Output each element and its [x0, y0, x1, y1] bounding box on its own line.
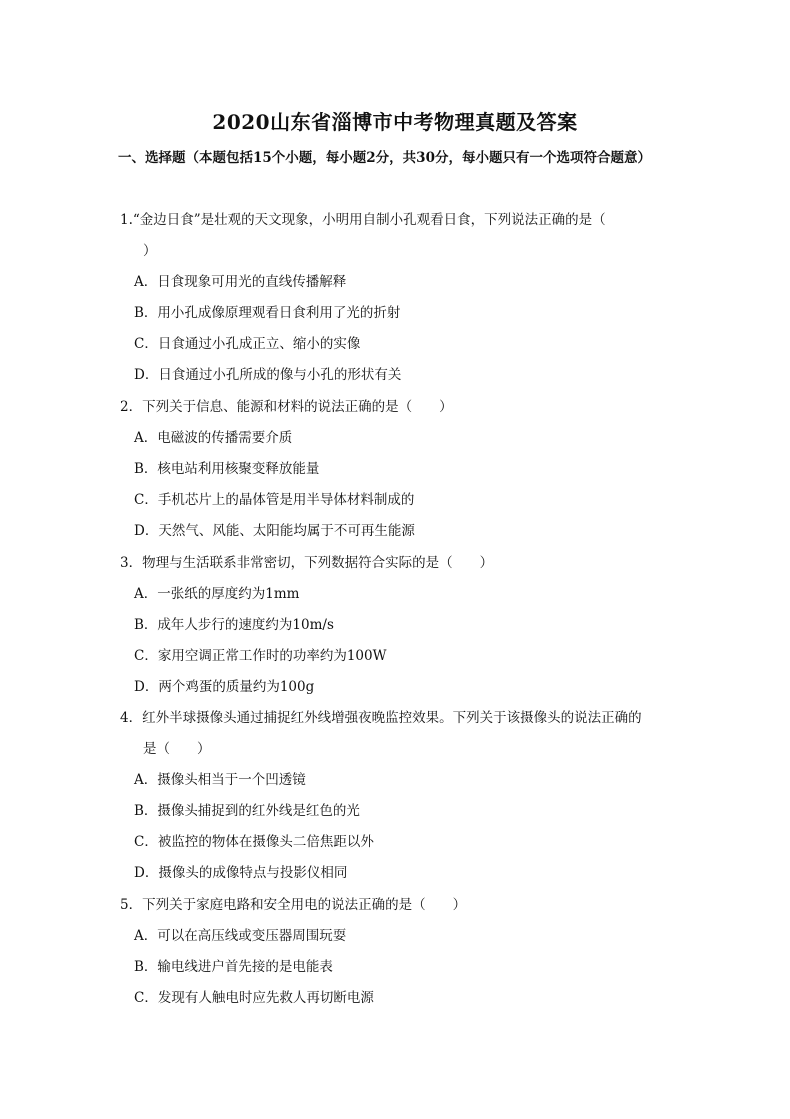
question-2-option-a: A．电磁波的传播需要介质	[134, 430, 293, 446]
question-5-option-c: C．发现有人触电时应先救人再切断电源	[134, 990, 374, 1006]
question-4-option-c: C．被监控的物体在摄像头二倍焦距以外	[134, 834, 374, 850]
question-5-option-a: A．可以在高压线或变压器周围玩耍	[134, 928, 347, 944]
question-2-option-d: D．天然气、风能、太阳能均属于不可再生能源	[134, 523, 415, 539]
question-4-option-d: D．摄像头的成像特点与投影仪相同	[134, 865, 348, 881]
question-3-option-c: C．家用空调正常工作时的功率约为100W	[134, 648, 387, 664]
question-1-option-b: B．用小孔成像原理观看日食利用了光的折射	[134, 305, 401, 321]
question-1-option-a: A．日食现象可用光的直线传播解释	[134, 274, 347, 290]
question-1-option-c: C．日食通过小孔成正立、缩小的实像	[134, 336, 361, 352]
page-title: 2020山东省淄博市中考物理真题及答案	[212, 110, 578, 134]
question-3-option-d: D．两个鸡蛋的质量约为100g	[134, 679, 315, 695]
question-5-option-b: B．输电线进户首先接的是电能表	[134, 959, 333, 975]
question-2-stem: 2．下列关于信息、能源和材料的说法正确的是（ ）	[120, 399, 453, 415]
section-heading: 一、选择题（本题包括15个小题，每小题2分，共30分，每小题只有一个选项符合题意）	[118, 150, 651, 166]
question-3-option-b: B．成年人步行的速度约为10m/s	[134, 617, 334, 633]
question-4-option-b: B．摄像头捕捉到的红外线是红色的光	[134, 803, 360, 819]
question-4-stem-continuation: 是（ ）	[143, 741, 211, 757]
question-4-stem: 4．红外半球摄像头通过捕捉红外线增强夜晚监控效果。下列关于该摄像头的说法正确的	[120, 710, 642, 726]
question-1-stem: 1.“金边日食”是壮观的天文现象，小明用自制小孔观看日食，下列说法正确的是（	[120, 212, 606, 228]
question-2-option-b: B．核电站利用核聚变释放能量	[134, 461, 320, 477]
question-2-option-c: C．手机芯片上的晶体管是用半导体材料制成的	[134, 492, 415, 508]
question-1-stem-continuation: ）	[143, 243, 157, 259]
question-5-stem: 5．下列关于家庭电路和安全用电的说法正确的是（ ）	[120, 897, 467, 913]
question-4-option-a: A．摄像头相当于一个凹透镜	[134, 772, 306, 788]
question-3-stem: 3．物理与生活联系非常密切，下列数据符合实际的是（ ）	[120, 555, 494, 571]
question-3-option-a: A．一张纸的厚度约为1mm	[134, 586, 300, 602]
question-1-option-d: D．日食通过小孔所成的像与小孔的形状有关	[134, 367, 402, 383]
